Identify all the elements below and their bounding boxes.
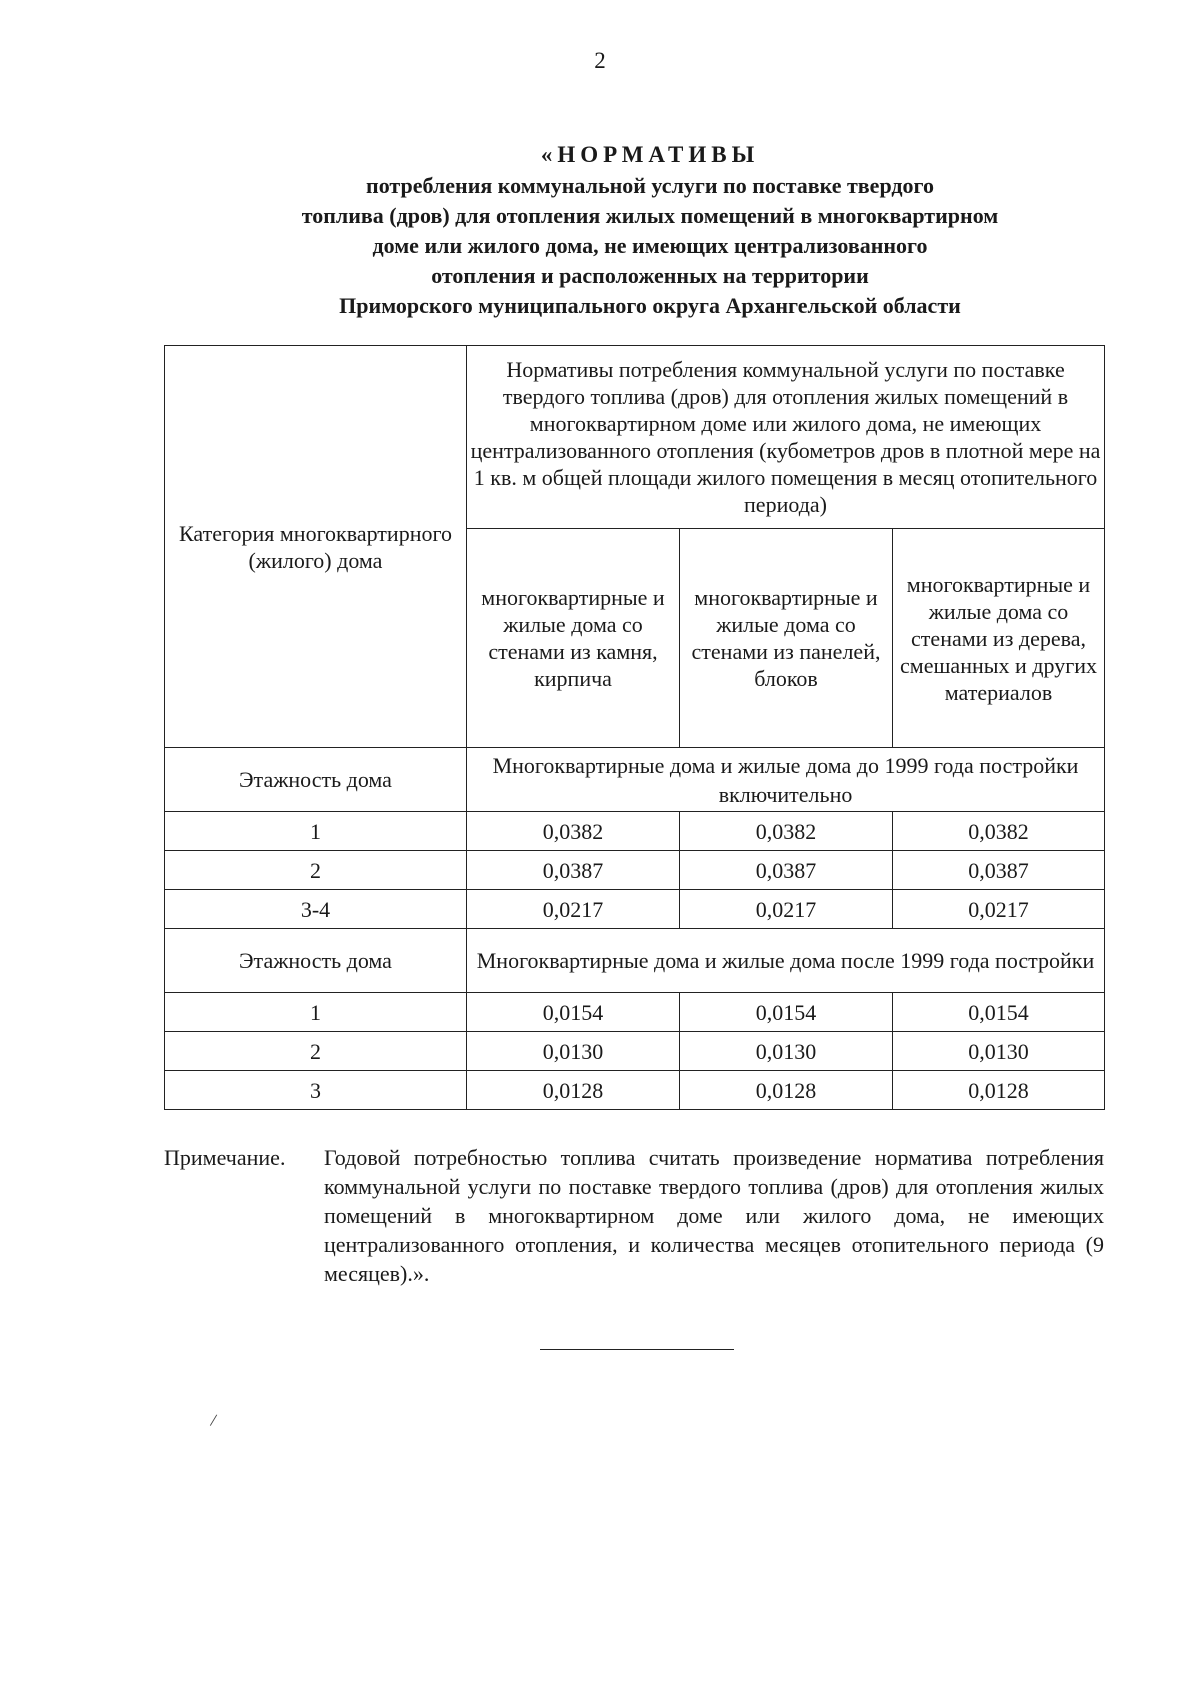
value-cell: 0,0128 [893, 1071, 1105, 1110]
value-cell: 0,0382 [467, 812, 680, 851]
floors-cell: 2 [165, 1032, 467, 1071]
floors-label: Этажность дома [165, 929, 467, 993]
document-title [150, 140, 1150, 321]
wall-type-wood-mixed: многоквартирные и жилые дома со стенами из дерева, смешанных и других материалов [893, 529, 1105, 748]
period-label: Многоквартирные дома и жилые дома до 1999 года постройки включительно [467, 748, 1105, 812]
table-row [165, 890, 1105, 929]
value-cell: 0,0128 [680, 1071, 893, 1110]
floors-cell: 3 [165, 1071, 467, 1110]
value-cell: 0,0387 [467, 851, 680, 890]
value-cell: 0,0128 [467, 1071, 680, 1110]
note-text: Годовой потребностью топлива считать произведение норматива потребления коммунальной услуги по поставке твердого топлива (дров) для отопления жилых помещений в многоквартирном доме или жилого дома, не имеющих централизованного отопления, и количества месяцев отопительного периода (9 месяцев).». [324, 1145, 1104, 1286]
floors-cell: 1 [165, 812, 467, 851]
title-line: потребления коммунальной услуги по поставке твердого [366, 173, 934, 198]
note-block [164, 1143, 1104, 1288]
floors-cell: 3-4 [165, 890, 467, 929]
section-row [165, 929, 1105, 993]
section-row [165, 748, 1105, 812]
title-line: Приморского муниципального округа Архангельской области [339, 293, 961, 318]
value-cell: 0,0217 [680, 890, 893, 929]
page-number: 2 [594, 48, 606, 73]
table-row [165, 1032, 1105, 1071]
table-row [165, 812, 1105, 851]
floors-cell: 1 [165, 993, 467, 1032]
value-cell: 0,0130 [467, 1032, 680, 1071]
table-row [165, 993, 1105, 1032]
norms-header: Нормативы потребления коммунальной услуги по поставке твердого топлива (дров) для отопления жилых помещений в многоквартирном доме или жилого дома, не имеющих централизованного отопления (кубометров дров в плотной мере на 1 кв. м общей площади жилого помещения в месяц отопительного периода) [467, 346, 1105, 529]
scan-mark: / [209, 1409, 219, 1431]
title-line: отопления и расположенных на территории [431, 263, 869, 288]
value-cell: 0,0217 [893, 890, 1105, 929]
value-cell: 0,0217 [467, 890, 680, 929]
closing-divider [540, 1349, 734, 1350]
value-cell: 0,0382 [893, 812, 1105, 851]
title-main: «НОРМАТИВЫ [540, 142, 760, 167]
table-row [165, 1071, 1105, 1110]
value-cell: 0,0154 [467, 993, 680, 1032]
value-cell: 0,0130 [680, 1032, 893, 1071]
value-cell: 0,0382 [680, 812, 893, 851]
floors-cell: 2 [165, 851, 467, 890]
value-cell: 0,0154 [893, 993, 1105, 1032]
table-header-row [165, 346, 1105, 529]
note-label: Примечание. [164, 1145, 286, 1170]
value-cell: 0,0387 [893, 851, 1105, 890]
category-header: Категория многоквартирного (жилого) дома [165, 346, 467, 748]
table-row [165, 851, 1105, 890]
value-cell: 0,0130 [893, 1032, 1105, 1071]
norms-table [164, 345, 1105, 1110]
wall-type-stone-brick: многоквартирные и жилые дома со стенами из камня, кирпича [467, 529, 680, 748]
floors-label: Этажность дома [165, 748, 467, 812]
title-line: топлива (дров) для отопления жилых помещений в многоквартирном [301, 203, 999, 228]
wall-type-panel-block: многоквартирные и жилые дома со стенами из панелей, блоков [680, 529, 893, 748]
period-label: Многоквартирные дома и жилые дома после 1999 года постройки [467, 929, 1105, 993]
title-line: доме или жилого дома, не имеющих централизованного [372, 233, 928, 258]
value-cell: 0,0387 [680, 851, 893, 890]
value-cell: 0,0154 [680, 993, 893, 1032]
